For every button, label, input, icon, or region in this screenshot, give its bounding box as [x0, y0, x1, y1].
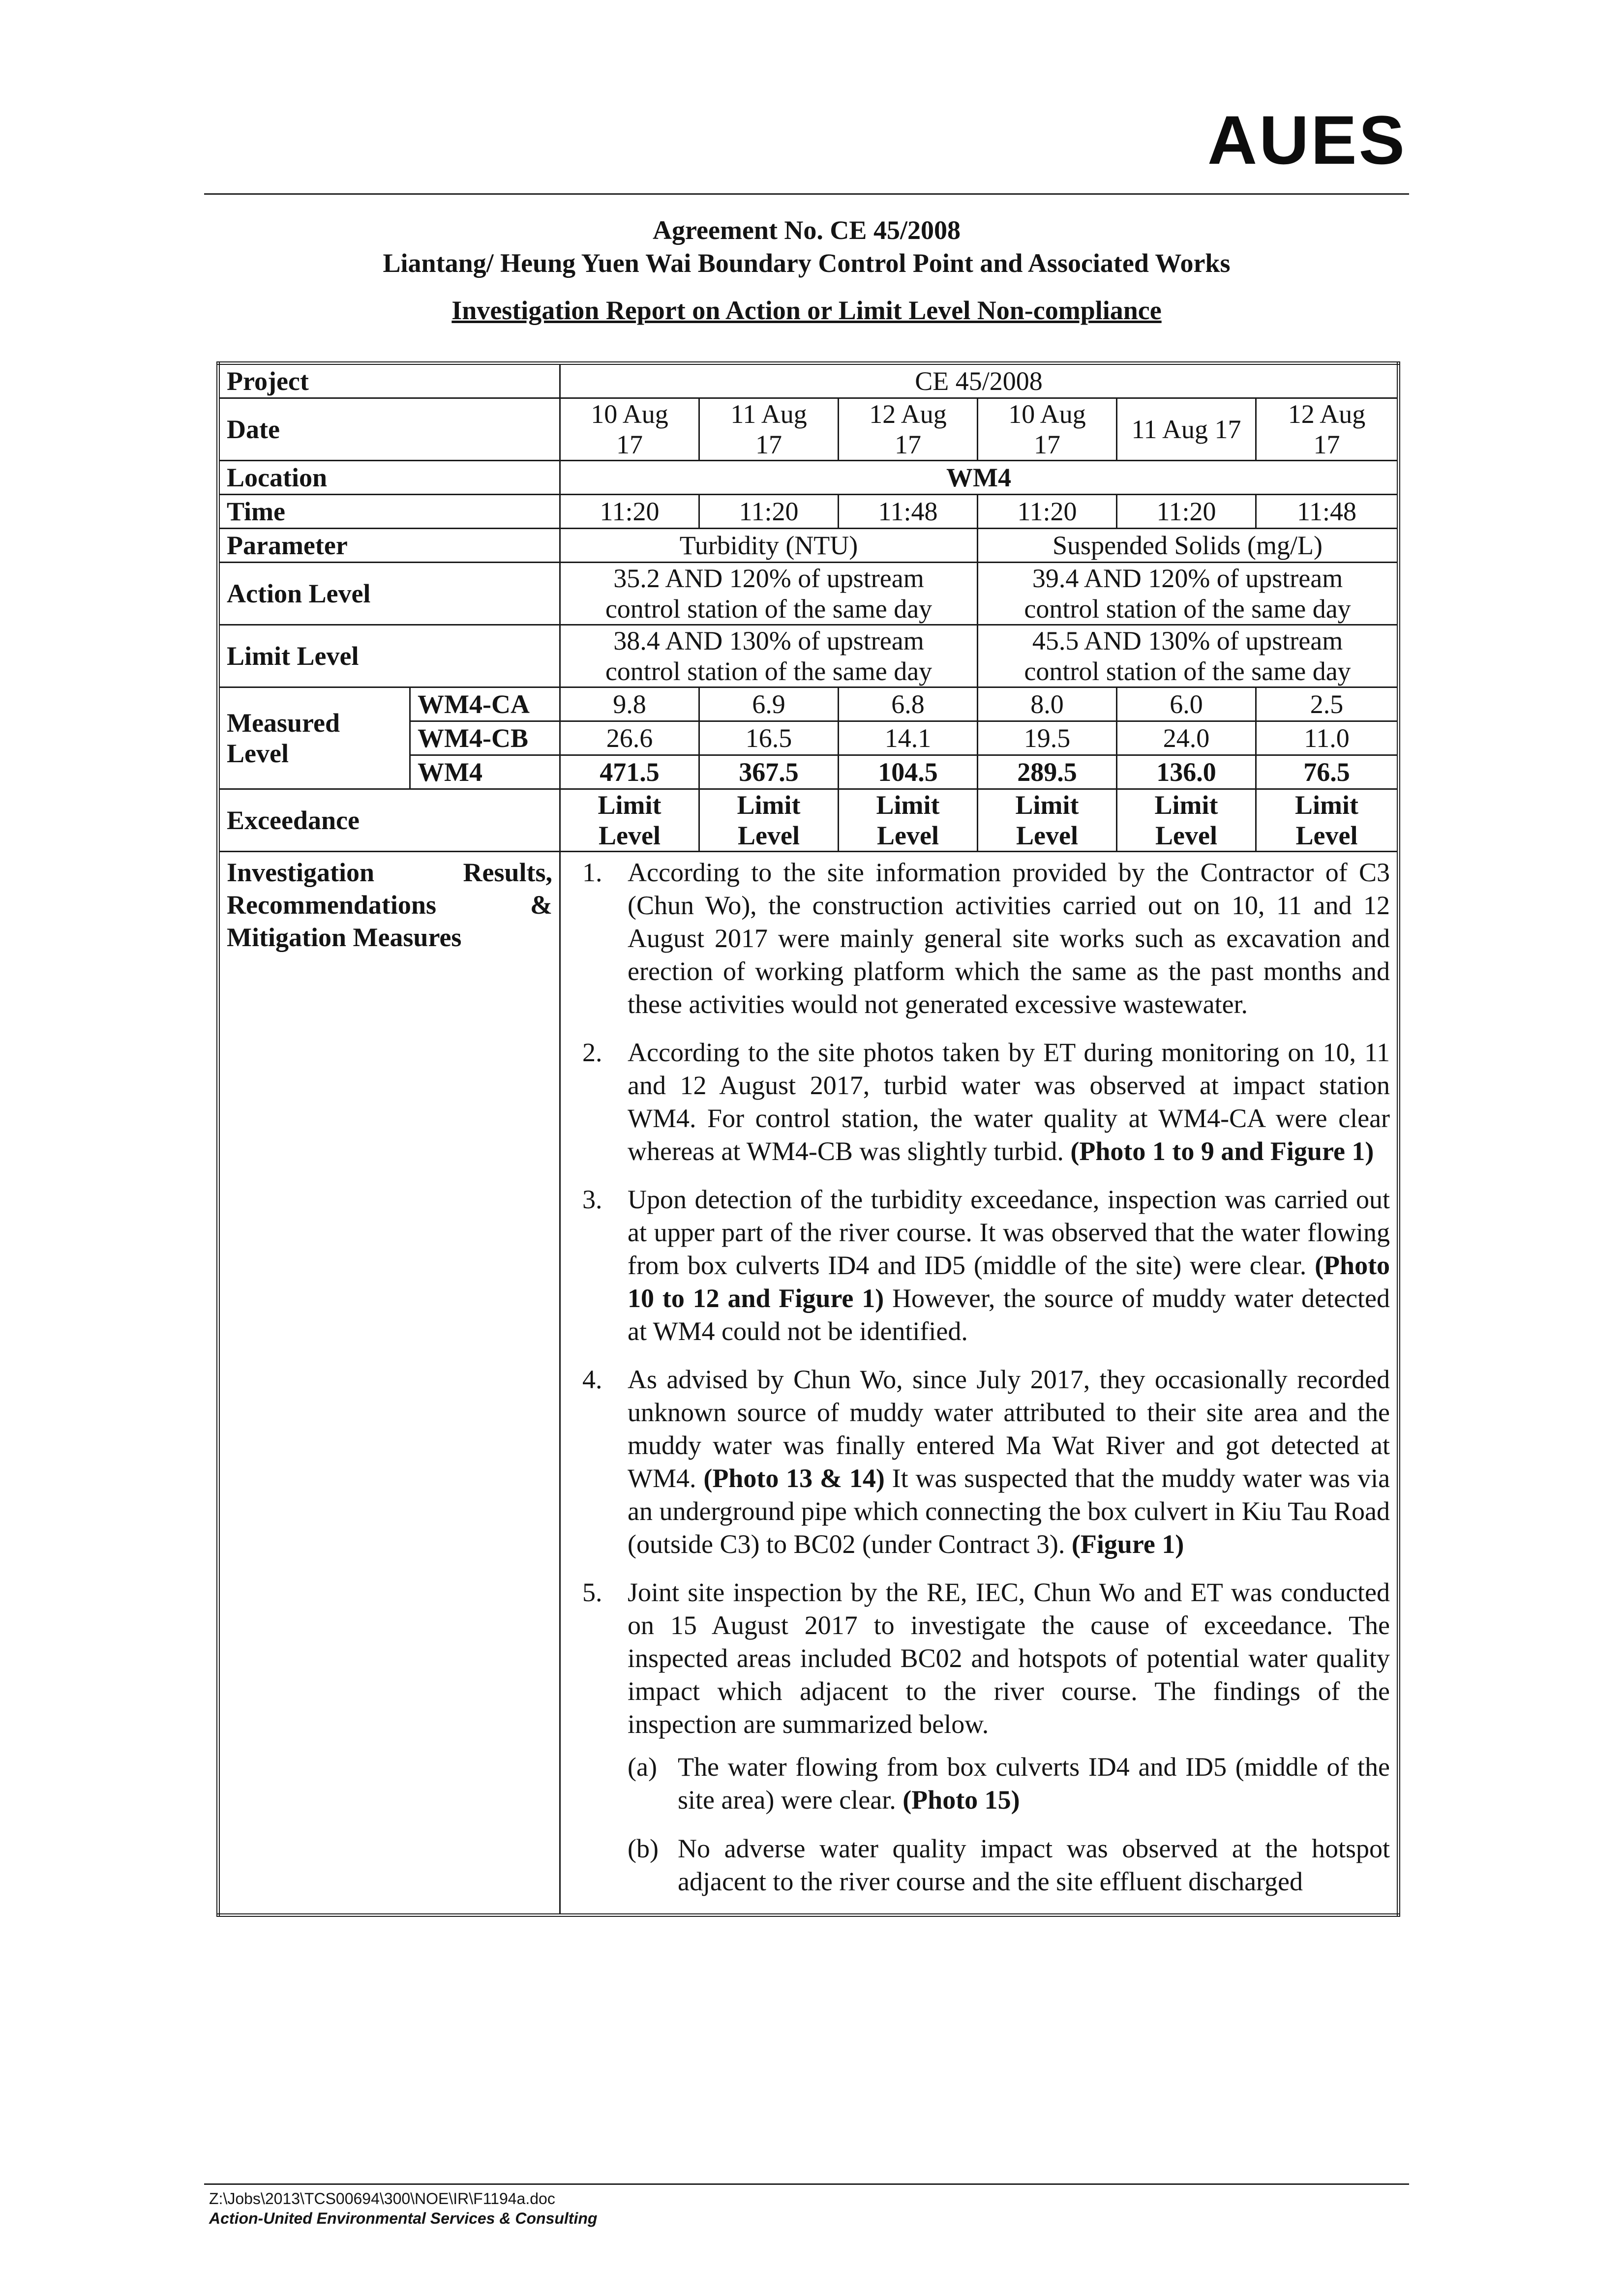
- agreement-number: Agreement No. CE 45/2008: [653, 215, 961, 245]
- station-name: WM4-CB: [410, 721, 560, 755]
- limit-level-ss: 45.5 AND 130% of upstream control station of the same day: [978, 625, 1399, 687]
- investigation-label: Investigation Results, Recommendations & Mitigation Measures: [227, 858, 553, 952]
- exceedance-cell: Limit Level: [839, 789, 978, 852]
- non-compliance-table: [216, 361, 1400, 1917]
- time-cell: 11:20: [978, 495, 1117, 529]
- investigation-content: [560, 852, 1399, 1915]
- action-level-ss: 39.4 AND 120% of upstream control station of the same day: [978, 563, 1399, 625]
- time-cell: 11:48: [839, 495, 978, 529]
- company-name: Action-United Environmental Services & Consulting: [209, 2209, 598, 2227]
- measured-value: 9.8: [560, 687, 699, 721]
- date-cell: 12 Aug 17: [839, 398, 978, 461]
- exceedance-cell: Limit Level: [560, 789, 699, 852]
- measured-value: 289.5: [978, 755, 1117, 789]
- exceedance-cell: Limit Level: [1117, 789, 1256, 852]
- action-level-label: Action Level: [218, 563, 560, 625]
- measured-row-wm4-ca: [218, 687, 1399, 721]
- measured-value: 2.5: [1256, 687, 1399, 721]
- station-name: WM4: [410, 755, 560, 789]
- project-label: Project: [218, 363, 560, 398]
- date-row: [218, 398, 1399, 461]
- date-cell: 10 Aug 17: [560, 398, 699, 461]
- exceedance-cell: Limit Level: [699, 789, 839, 852]
- list-item: 2. According to the site photos taken by ET during monitoring on 10, 11 and 12 August 2017, turbid water was observed at impact station WM4. For control station, the water quality at WM4-CA were clear whereas at WM4-CB was slightly turbid. (Photo 1 to 9 and Figure 1): [582, 1038, 1390, 1166]
- project-row: [218, 363, 1399, 398]
- sub-list-item: (b) No adverse water quality impact was observed at the hotspot adjacent to the river course and the site effluent discharged: [628, 1834, 1390, 1896]
- location-value: WM4: [560, 461, 1399, 495]
- parameter-turbidity: Turbidity (NTU): [560, 529, 978, 563]
- measured-value: 6.8: [839, 687, 978, 721]
- date-label: Date: [218, 398, 560, 461]
- project-value: CE 45/2008: [560, 363, 1399, 398]
- list-item: 5. Joint site inspection by the RE, IEC, Chun Wo and ET was conducted on 15 August 2017 to investigate the cause of exceedance. The inspected areas included BC02 and hotspots of potential water quality impact which adjacent to the river course. The findings of the inspection are summarized below. (a) The water flowing from box culverts ID4 and ID5 (middle of the site area) were clear. (Photo 15) (b) No adverse water quality impact was observed at the hotspot adjacent to the river course and the site effluent discharged: [572, 1576, 1390, 1898]
- measured-value: 136.0: [1117, 755, 1256, 789]
- time-cell: 11:20: [1117, 495, 1256, 529]
- station-name: WM4-CA: [410, 687, 560, 721]
- aues-logo: AUES: [1207, 101, 1407, 179]
- measured-value: 6.9: [699, 687, 839, 721]
- location-row: [218, 461, 1399, 495]
- measured-value: 6.0: [1117, 687, 1256, 721]
- measured-value: 8.0: [978, 687, 1117, 721]
- report-title: Investigation Report on Action or Limit Level Non-compliance: [451, 296, 1162, 325]
- limit-level-label: Limit Level: [218, 625, 560, 687]
- date-cell: 12 Aug 17: [1256, 398, 1399, 461]
- parameter-suspended-solids: Suspended Solids (mg/L): [978, 529, 1399, 563]
- measured-value: 24.0: [1117, 721, 1256, 755]
- findings-sublist: [628, 1751, 1390, 1898]
- measured-value: 26.6: [560, 721, 699, 755]
- list-item: 1. According to the site information provided by the Contractor of C3 (Chun Wo), the construction activities carried out on 10, 11 and 12 August 2017 were mainly general site works such as excavation and erection of working platform which the same as the past months and these activities would not generated excessive wastewater.: [582, 858, 1390, 1019]
- date-cell: 10 Aug 17: [978, 398, 1117, 461]
- parameter-row: [218, 529, 1399, 563]
- exceedance-cell: Limit Level: [1256, 789, 1399, 852]
- exceedance-cell: Limit Level: [978, 789, 1117, 852]
- sub-list-item: (a) The water flowing from box culverts ID4 and ID5 (middle of the site area) were clear. (Photo 15): [628, 1752, 1390, 1815]
- time-cell: 11:20: [560, 495, 699, 529]
- measured-value: 19.5: [978, 721, 1117, 755]
- parameter-label: Parameter: [218, 529, 560, 563]
- list-item: 3. Upon detection of the turbidity exceedance, inspection was carried out at upper part of the river course. It was observed that the water flowing from box culverts ID4 and ID5 (middle of the site) were clear. (Photo 10 to 12 and Figure 1) However, the source of muddy water detected at WM4 could not be identified.: [582, 1185, 1390, 1346]
- date-cell: 11 Aug 17: [1117, 398, 1256, 461]
- time-cell: 11:20: [699, 495, 839, 529]
- header-rule: [204, 193, 1409, 195]
- project-title: Liantang/ Heung Yuen Wai Boundary Control Point and Associated Works: [383, 248, 1231, 278]
- list-item: 4. As advised by Chun Wo, since July 2017, they occasionally recorded unknown source of muddy water attributed to their site area and the muddy water was finally entered Ma Wat River and got detected at WM4. (Photo 13 & 14) It was suspected that the muddy water was via an underground pipe which connecting the box culvert in Kiu Tau Road (outside C3) to BC02 (under Contract 3). (Figure 1): [582, 1365, 1390, 1559]
- investigation-list: [568, 856, 1390, 1898]
- action-level-turbidity: 35.2 AND 120% of upstream control station of the same day: [560, 563, 978, 625]
- action-level-row: [218, 563, 1399, 625]
- date-cell: 11 Aug 17: [699, 398, 839, 461]
- measured-value: 16.5: [699, 721, 839, 755]
- investigation-label-cell: [218, 852, 560, 1915]
- measured-value: 14.1: [839, 721, 978, 755]
- measured-level-label: Measured Level: [218, 687, 410, 789]
- measured-value: 104.5: [839, 755, 978, 789]
- file-path: Z:\Jobs\2013\TCS00694\300\NOE\IR\F1194a.doc: [209, 2190, 555, 2207]
- limit-level-turbidity: 38.4 AND 130% of upstream control station of the same day: [560, 625, 978, 687]
- exceedance-row: [218, 789, 1399, 852]
- footer-rule: [204, 2183, 1409, 2185]
- measured-value: 11.0: [1256, 721, 1399, 755]
- time-label: Time: [218, 495, 560, 529]
- exceedance-label: Exceedance: [218, 789, 560, 852]
- limit-level-row: [218, 625, 1399, 687]
- measured-value: 471.5: [560, 755, 699, 789]
- location-label: Location: [218, 461, 560, 495]
- measured-value: 76.5: [1256, 755, 1399, 789]
- investigation-row: [218, 852, 1399, 1915]
- time-cell: 11:48: [1256, 495, 1399, 529]
- measured-value: 367.5: [699, 755, 839, 789]
- time-row: [218, 495, 1399, 529]
